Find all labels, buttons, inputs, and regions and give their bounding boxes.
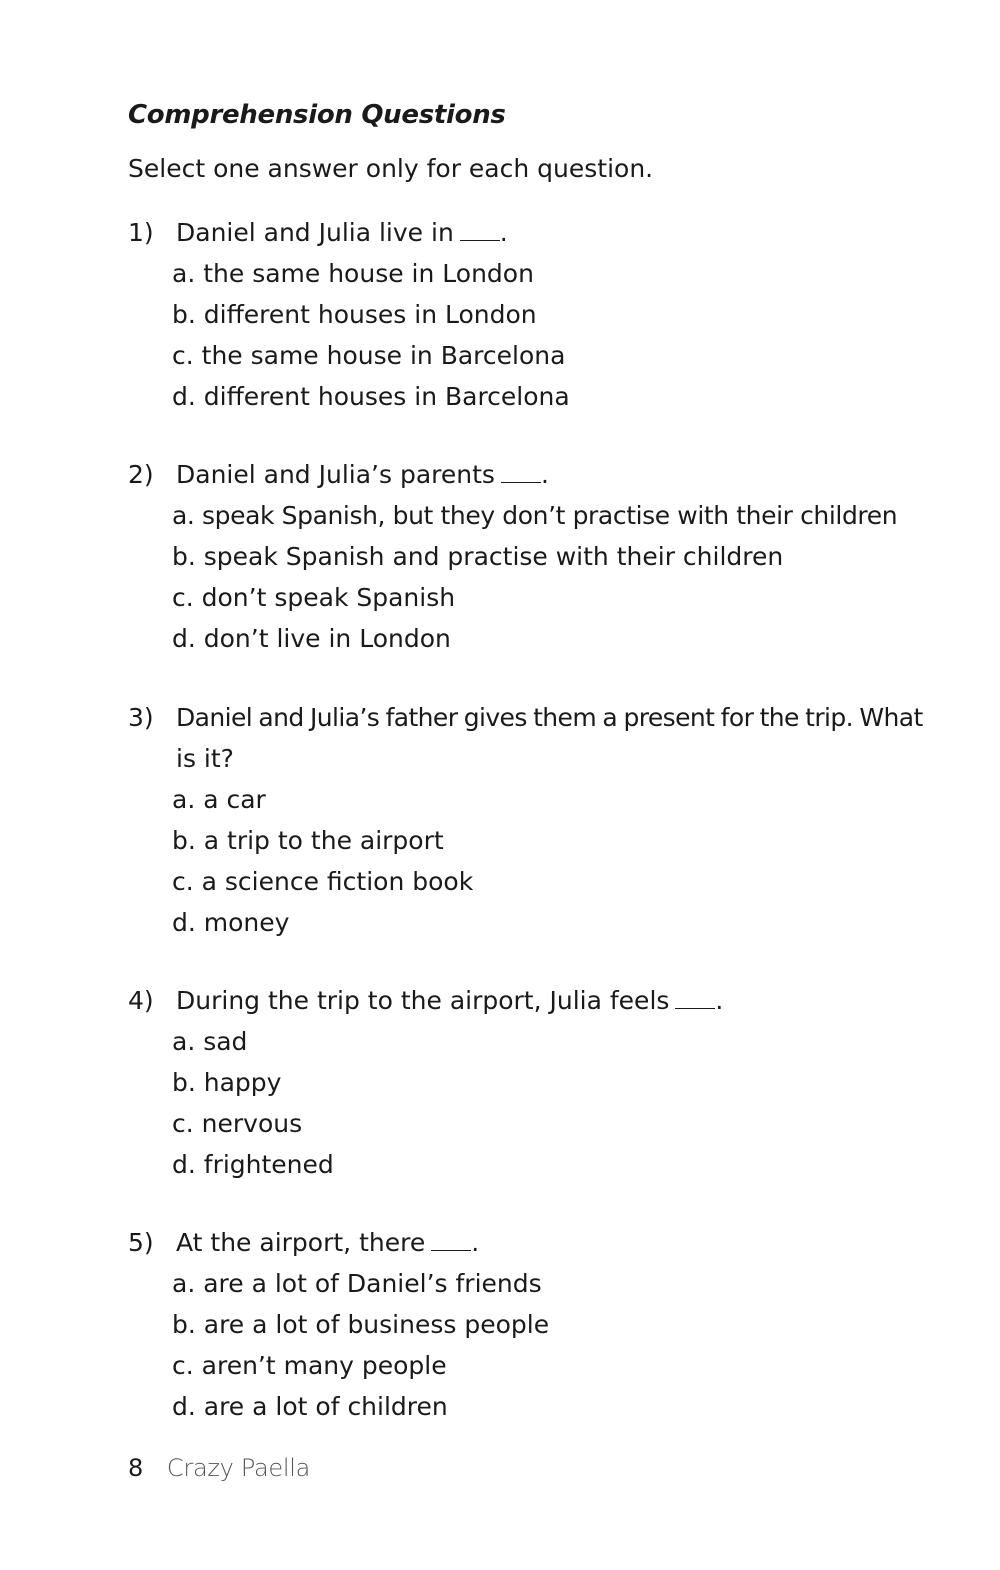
answer-option: c. aren’t many people (172, 1351, 447, 1380)
question-4 (0, 980, 1000, 1185)
answer-option: a. sad (172, 1027, 248, 1056)
question-text: Daniel and Julia’s father gives them a present for the trip. What (176, 703, 923, 732)
question-stem (0, 454, 1000, 495)
question-5 (0, 1222, 1000, 1427)
book-title: Crazy Paella (166, 1454, 310, 1482)
answer-option: a. the same house in London (172, 259, 534, 288)
answer-option: c. nervous (172, 1109, 303, 1138)
question-stem (0, 212, 1000, 253)
question-number: 3) (128, 703, 154, 732)
instructions-text: Select one answer only for each question. (128, 154, 654, 183)
answer-option: d. money (172, 908, 290, 937)
question-3 (0, 697, 1000, 943)
answer-blank (675, 982, 715, 1009)
answer-option: d. are a lot of children (172, 1392, 448, 1421)
question-text: is it? (176, 744, 234, 773)
answer-option: b. different houses in London (172, 300, 537, 329)
answer-option: c. don’t speak Spanish (172, 583, 456, 612)
question-stem (0, 980, 1000, 1021)
question-text: At the airport, there . (176, 1222, 479, 1263)
question-stem (0, 1222, 1000, 1263)
answer-blank (460, 214, 500, 241)
question-text: Daniel and Julia live in . (176, 212, 508, 253)
question-stem (0, 697, 1000, 738)
answer-blank (431, 1224, 471, 1251)
answer-option: b. a trip to the airport (172, 826, 444, 855)
page-footer (128, 1454, 310, 1482)
answer-option: c. a science fiction book (172, 867, 474, 896)
answer-option: b. happy (172, 1068, 282, 1097)
answer-option: d. frightened (172, 1150, 334, 1179)
question-number: 2) (128, 460, 154, 489)
question-number: 1) (128, 218, 154, 247)
question-text: During the trip to the airport, Julia feels . (176, 980, 723, 1021)
answer-option: c. the same house in Barcelona (172, 341, 566, 370)
answer-blank (501, 456, 541, 483)
question-number: 5) (128, 1228, 154, 1257)
answer-option: a. are a lot of Daniel’s friends (172, 1269, 542, 1298)
question-1 (0, 212, 1000, 417)
section-heading: Comprehension Questions (128, 100, 506, 130)
answer-option: b. speak Spanish and practise with their children (172, 542, 784, 571)
answer-option: d. don’t live in London (172, 624, 451, 653)
question-number: 4) (128, 986, 154, 1015)
question-text: Daniel and Julia’s parents . (176, 454, 549, 495)
question-stem-continued (0, 738, 1000, 779)
question-2 (0, 454, 1000, 659)
page-number: 8 (128, 1454, 144, 1482)
answer-option: d. different houses in Barcelona (172, 382, 570, 411)
answer-option: a. speak Spanish, but they don’t practise with their children (172, 501, 898, 530)
answer-option: a. a car (172, 785, 266, 814)
answer-option: b. are a lot of business people (172, 1310, 550, 1339)
